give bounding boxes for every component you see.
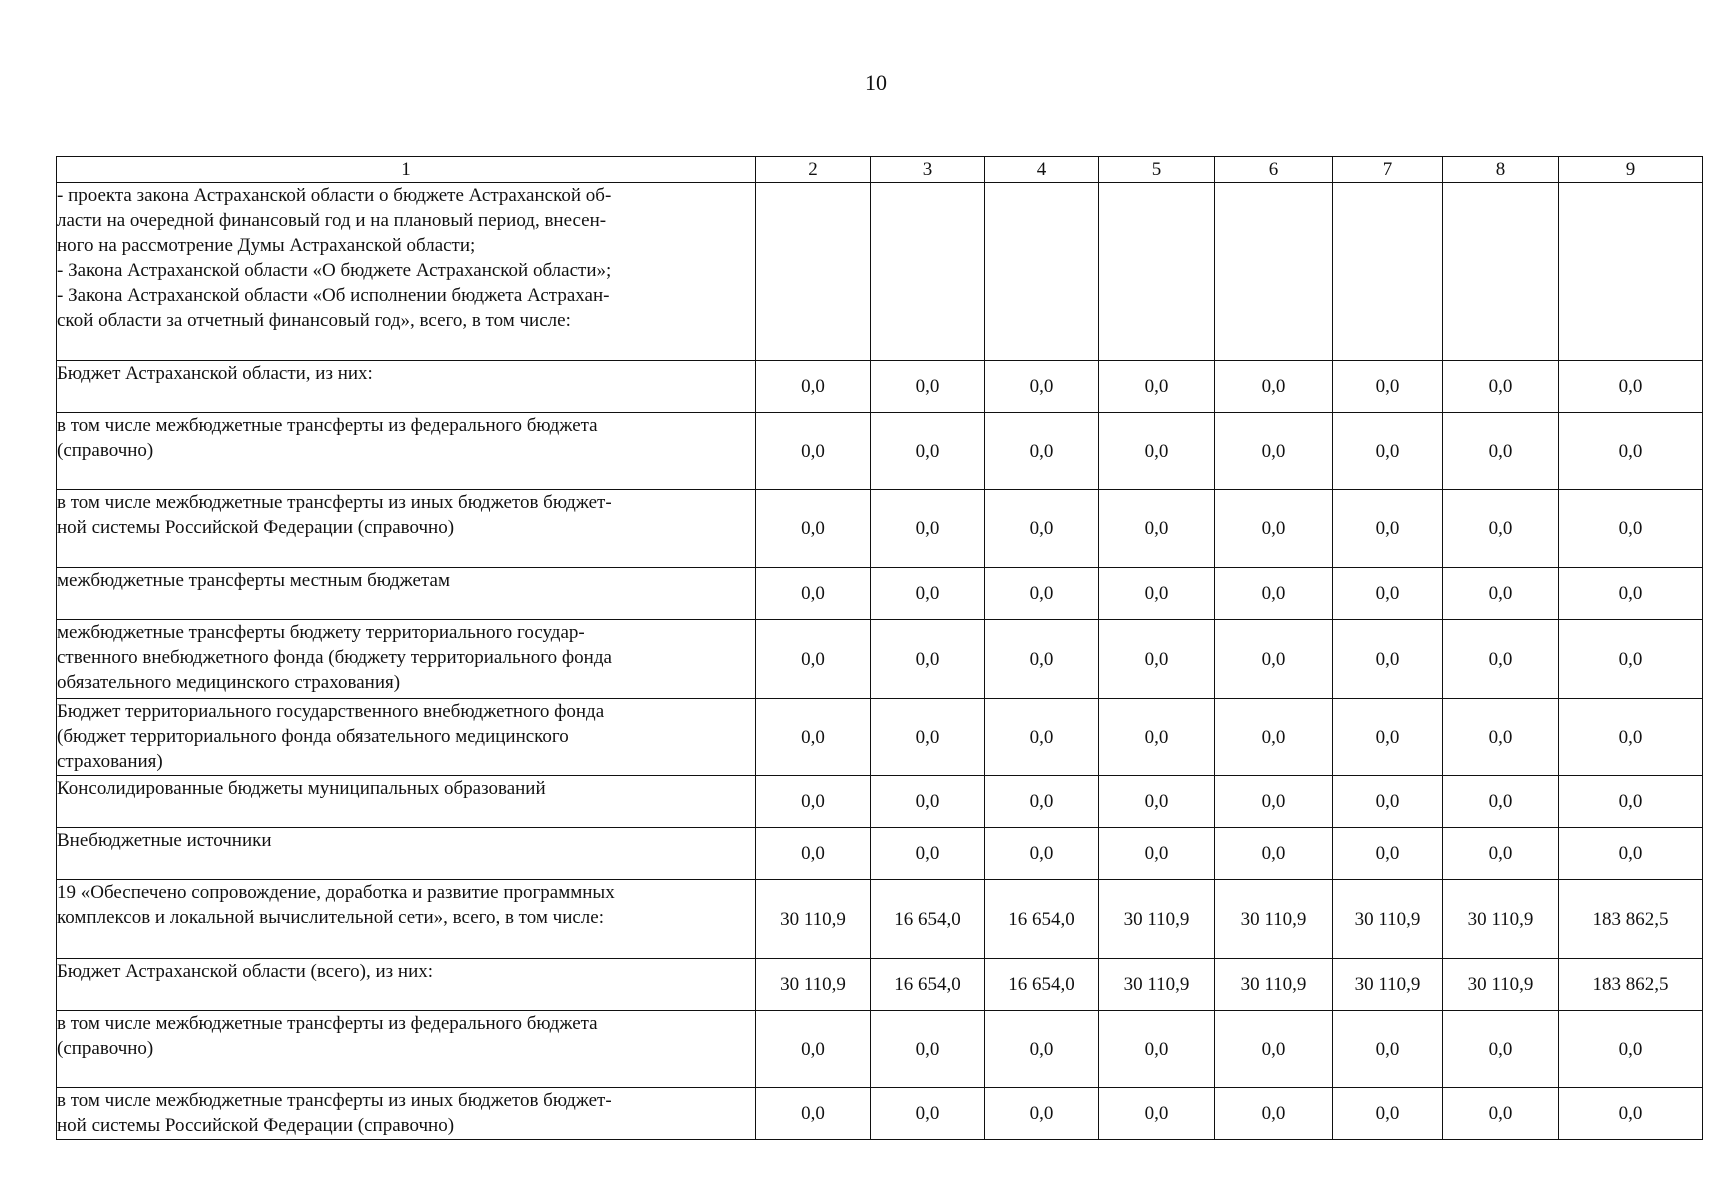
description-line: межбюджетные трансферты бюджету территориального государ- [57, 622, 585, 643]
value-cell-col-6: 0,0 [1215, 490, 1333, 568]
value-cell-col-6: 0,0 [1215, 413, 1333, 490]
value-cell-col-8: 0,0 [1443, 413, 1559, 490]
table-row [57, 776, 1703, 828]
description-line: ласти на очередной финансовый год и на плановый период, внесен- [57, 210, 607, 231]
value-cell-col-2: 0,0 [756, 413, 871, 490]
description-line: Консолидированные бюджеты муниципальных образований [57, 778, 546, 799]
value-cell-col-6: 0,0 [1215, 361, 1333, 413]
value-cell-col-9: 0,0 [1559, 699, 1703, 776]
value-cell-col-5: 0,0 [1099, 413, 1215, 490]
budget-table [56, 156, 1703, 1140]
value-cell-col-8: 0,0 [1443, 828, 1559, 880]
description-line: обязательного медицинского страхования) [57, 672, 401, 693]
value-cell-col-4: 0,0 [985, 361, 1099, 413]
description-line: - Закона Астраханской области «О бюджете Астраханской области»; [57, 260, 612, 281]
value-cell-col-9: 0,0 [1559, 361, 1703, 413]
value-cell-col-6: 0,0 [1215, 620, 1333, 699]
value-cell-col-4: 16 654,0 [985, 959, 1099, 1011]
value-cell-col-7: 0,0 [1333, 361, 1443, 413]
value-cell-col-3: 0,0 [871, 568, 985, 620]
row-description [57, 490, 756, 568]
description-line: Бюджет территориального государственного внебюджетного фонда [57, 701, 605, 722]
value-cell-col-4: 0,0 [985, 1088, 1099, 1140]
description-line: (справочно) [57, 440, 154, 461]
description-line: межбюджетные трансферты местным бюджетам [57, 570, 450, 591]
value-cell-col-5: 0,0 [1099, 568, 1215, 620]
value-cell-col-9: 0,0 [1559, 413, 1703, 490]
value-cell-col-3: 16 654,0 [871, 880, 985, 959]
description-line: в том числе межбюджетные трансферты из федерального бюджета [57, 415, 598, 436]
value-cell-col-2: 30 110,9 [756, 959, 871, 1011]
value-cell-col-2 [756, 183, 871, 361]
row-description [57, 880, 756, 959]
description-line: (справочно) [57, 1038, 154, 1059]
value-cell-col-8: 0,0 [1443, 361, 1559, 413]
column-number-row [57, 157, 1703, 183]
column-number-7: 7 [1333, 157, 1443, 183]
value-cell-col-4: 16 654,0 [985, 880, 1099, 959]
value-cell-col-7: 0,0 [1333, 828, 1443, 880]
value-cell-col-9: 0,0 [1559, 828, 1703, 880]
value-cell-col-3: 0,0 [871, 620, 985, 699]
value-cell-col-4: 0,0 [985, 828, 1099, 880]
table-row [57, 490, 1703, 568]
value-cell-col-6: 0,0 [1215, 568, 1333, 620]
value-cell-col-3: 0,0 [871, 699, 985, 776]
row-description [57, 413, 756, 490]
row-description [57, 568, 756, 620]
description-line: Внебюджетные источники [57, 830, 272, 851]
description-line: 19 «Обеспечено сопровождение, доработка и развитие программных [57, 882, 615, 903]
page-number: 10 [865, 70, 887, 95]
value-cell-col-5: 0,0 [1099, 620, 1215, 699]
value-cell-col-8: 0,0 [1443, 568, 1559, 620]
column-number-5: 5 [1099, 157, 1215, 183]
value-cell-col-9: 0,0 [1559, 568, 1703, 620]
value-cell-col-6: 30 110,9 [1215, 880, 1333, 959]
value-cell-col-7: 0,0 [1333, 1011, 1443, 1088]
description-line: - Закона Астраханской области «Об исполнении бюджета Астрахан- [57, 285, 610, 306]
table-row [57, 828, 1703, 880]
value-cell-col-9: 0,0 [1559, 490, 1703, 568]
value-cell-col-3: 0,0 [871, 776, 985, 828]
value-cell-col-2: 0,0 [756, 361, 871, 413]
description-line: страхования) [57, 751, 163, 772]
value-cell-col-9: 0,0 [1559, 620, 1703, 699]
value-cell-col-6: 0,0 [1215, 776, 1333, 828]
value-cell-col-5: 0,0 [1099, 1088, 1215, 1140]
column-number-1: 1 [57, 157, 756, 183]
description-line: Бюджет Астраханской области, из них: [57, 363, 373, 384]
table-row [57, 568, 1703, 620]
value-cell-col-3: 0,0 [871, 1088, 985, 1140]
table-row [57, 183, 1703, 361]
description-line: - проекта закона Астраханской области о бюджете Астраханской об- [57, 185, 612, 206]
value-cell-col-8: 30 110,9 [1443, 880, 1559, 959]
table-row [57, 1011, 1703, 1088]
value-cell-col-4: 0,0 [985, 568, 1099, 620]
table-row [57, 1088, 1703, 1140]
value-cell-col-6: 0,0 [1215, 828, 1333, 880]
value-cell-col-4 [985, 183, 1099, 361]
value-cell-col-8: 0,0 [1443, 1088, 1559, 1140]
value-cell-col-9: 183 862,5 [1559, 959, 1703, 1011]
value-cell-col-2: 0,0 [756, 699, 871, 776]
value-cell-col-4: 0,0 [985, 776, 1099, 828]
value-cell-col-4: 0,0 [985, 1011, 1099, 1088]
row-description [57, 959, 756, 1011]
table-row [57, 880, 1703, 959]
value-cell-col-3: 0,0 [871, 413, 985, 490]
column-number-8: 8 [1443, 157, 1559, 183]
value-cell-col-7: 0,0 [1333, 699, 1443, 776]
value-cell-col-7: 0,0 [1333, 568, 1443, 620]
description-line: комплексов и локальной вычислительной сети», всего, в том числе: [57, 907, 604, 928]
table-row [57, 413, 1703, 490]
value-cell-col-7 [1333, 183, 1443, 361]
value-cell-col-3 [871, 183, 985, 361]
value-cell-col-5: 0,0 [1099, 361, 1215, 413]
value-cell-col-2: 0,0 [756, 568, 871, 620]
table-row [57, 361, 1703, 413]
value-cell-col-6: 0,0 [1215, 1011, 1333, 1088]
value-cell-col-8: 30 110,9 [1443, 959, 1559, 1011]
description-line: Бюджет Астраханской области (всего), из них: [57, 961, 434, 982]
row-description [57, 1088, 756, 1140]
column-number-6: 6 [1215, 157, 1333, 183]
value-cell-col-7: 30 110,9 [1333, 880, 1443, 959]
table-row [57, 620, 1703, 699]
value-cell-col-8 [1443, 183, 1559, 361]
description-line: в том числе межбюджетные трансферты из федерального бюджета [57, 1013, 598, 1034]
value-cell-col-8: 0,0 [1443, 699, 1559, 776]
row-description [57, 776, 756, 828]
row-description [57, 620, 756, 699]
row-description [57, 828, 756, 880]
value-cell-col-8: 0,0 [1443, 776, 1559, 828]
value-cell-col-8: 0,0 [1443, 490, 1559, 568]
column-number-3: 3 [871, 157, 985, 183]
table-row [57, 959, 1703, 1011]
description-line: в том числе межбюджетные трансферты из иных бюджетов бюджет- [57, 1090, 612, 1111]
description-line: ной системы Российской Федерации (справочно) [57, 517, 455, 538]
value-cell-col-9 [1559, 183, 1703, 361]
value-cell-col-2: 0,0 [756, 490, 871, 568]
value-cell-col-9: 183 862,5 [1559, 880, 1703, 959]
value-cell-col-2: 0,0 [756, 828, 871, 880]
value-cell-col-5: 0,0 [1099, 776, 1215, 828]
description-line: ной системы Российской Федерации (справочно) [57, 1115, 455, 1136]
value-cell-col-7: 0,0 [1333, 413, 1443, 490]
value-cell-col-7: 0,0 [1333, 620, 1443, 699]
value-cell-col-2: 0,0 [756, 1011, 871, 1088]
value-cell-col-8: 0,0 [1443, 620, 1559, 699]
value-cell-col-4: 0,0 [985, 490, 1099, 568]
description-line: ного на рассмотрение Думы Астраханской области; [57, 235, 476, 256]
value-cell-col-7: 30 110,9 [1333, 959, 1443, 1011]
value-cell-col-7: 0,0 [1333, 1088, 1443, 1140]
value-cell-col-2: 0,0 [756, 776, 871, 828]
value-cell-col-6: 0,0 [1215, 1088, 1333, 1140]
value-cell-col-7: 0,0 [1333, 776, 1443, 828]
table-body [57, 183, 1703, 1140]
value-cell-col-4: 0,0 [985, 699, 1099, 776]
row-description [57, 361, 756, 413]
value-cell-col-4: 0,0 [985, 413, 1099, 490]
value-cell-col-5: 0,0 [1099, 490, 1215, 568]
column-number-9: 9 [1559, 157, 1703, 183]
value-cell-col-5: 30 110,9 [1099, 880, 1215, 959]
description-line: (бюджет территориального фонда обязательного медицинского [57, 726, 569, 747]
value-cell-col-2: 0,0 [756, 1088, 871, 1140]
column-number-2: 2 [756, 157, 871, 183]
value-cell-col-7: 0,0 [1333, 490, 1443, 568]
value-cell-col-5 [1099, 183, 1215, 361]
value-cell-col-6: 0,0 [1215, 699, 1333, 776]
row-description [57, 1011, 756, 1088]
value-cell-col-5: 0,0 [1099, 699, 1215, 776]
value-cell-col-2: 0,0 [756, 620, 871, 699]
value-cell-col-4: 0,0 [985, 620, 1099, 699]
column-number-4: 4 [985, 157, 1099, 183]
value-cell-col-5: 30 110,9 [1099, 959, 1215, 1011]
value-cell-col-5: 0,0 [1099, 828, 1215, 880]
value-cell-col-3: 0,0 [871, 361, 985, 413]
value-cell-col-8: 0,0 [1443, 1011, 1559, 1088]
description-line: в том числе межбюджетные трансферты из иных бюджетов бюджет- [57, 492, 612, 513]
description-line: ской области за отчетный финансовый год», всего, в том числе: [57, 310, 571, 331]
row-description [57, 183, 756, 361]
value-cell-col-9: 0,0 [1559, 776, 1703, 828]
value-cell-col-6 [1215, 183, 1333, 361]
value-cell-col-3: 0,0 [871, 828, 985, 880]
value-cell-col-9: 0,0 [1559, 1088, 1703, 1140]
value-cell-col-3: 0,0 [871, 490, 985, 568]
value-cell-col-5: 0,0 [1099, 1011, 1215, 1088]
value-cell-col-2: 30 110,9 [756, 880, 871, 959]
value-cell-col-3: 16 654,0 [871, 959, 985, 1011]
row-description [57, 699, 756, 776]
description-line: ственного внебюджетного фонда (бюджету территориального фонда [57, 647, 612, 668]
value-cell-col-6: 30 110,9 [1215, 959, 1333, 1011]
value-cell-col-3: 0,0 [871, 1011, 985, 1088]
table-row [57, 699, 1703, 776]
value-cell-col-9: 0,0 [1559, 1011, 1703, 1088]
